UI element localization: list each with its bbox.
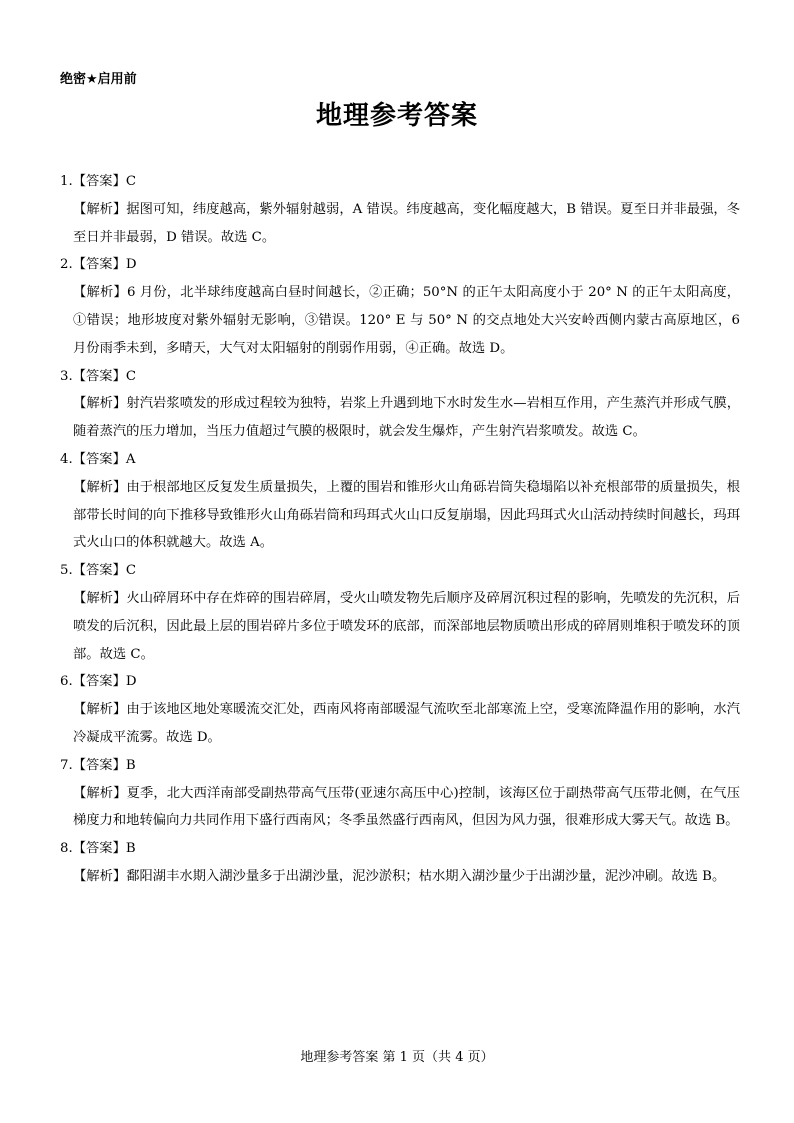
question-item: [60, 251, 740, 362]
question-item: [60, 668, 740, 751]
question-analysis: 【解析】6 月份，北半球纬度越高白昼时间越长，②正确；50°N 的正午太阳高度小于 20° N 的正午太阳高度，①错误；地形坡度对紫外辐射无影响，③错误。120° E 与 50° N 的交点地处大兴安岭西侧内蒙古高原地区，6 月份雨季未到，多晴天，大气对太阳辐射的削弱作用弱，④正确。故选 D。: [73, 285, 740, 356]
question-answer: 6.【答案】D: [60, 674, 137, 690]
question-answer: 4.【答案】A: [60, 451, 136, 467]
question-analysis: 【解析】由于根部地区反复发生质量损失，上覆的围岩和锥形火山角砾岩筒失稳塌陷以补充根部带的质量损失，根部带长时间的向下推移导致锥形火山角砾岩筒和玛珥式火山口反复崩塌，因此玛珥式火山活动持续时间越长，玛珥式火山口的体积就越大。故选 A。: [73, 479, 740, 551]
page-title: 地理参考答案: [315, 101, 478, 131]
question-item: [60, 363, 740, 446]
question-answer: 5.【答案】C: [60, 563, 137, 579]
question-analysis: 【解析】火山碎屑环中存在炸碎的围岩碎屑，受火山喷发物先后顺序及碎屑沉积过程的影响，先喷发的先沉积，后喷发的后沉积，因此最上层的围岩碎片多位于喷发环的底部，而深部地层物质喷出形成的碎屑则堆积于喷发环的顶部。故选 C。: [73, 590, 740, 662]
question-answer: 2.【答案】D: [60, 257, 137, 273]
question-item: [60, 835, 740, 891]
question-analysis: 【解析】由于该地区地处寒暖流交汇处，西南风将南部暖湿气流吹至北部寒流上空，受寒流降温作用的影响，水汽冷凝成平流雾。故选 D。: [73, 702, 740, 745]
question-analysis: 【解析】鄱阳湖丰水期入湖沙量多于出湖沙量，泥沙淤积；枯水期入湖沙量少于出湖沙量，泥沙冲刷。故选 B。: [73, 868, 726, 884]
question-answer: 3.【答案】C: [60, 368, 137, 384]
question-analysis: 【解析】据图可知，纬度越高，紫外辐射越弱，A 错误。纬度越高，变化幅度越大，B 错误。夏至日并非最强，冬至日并非最弱，D 错误。故选 C。: [73, 201, 740, 245]
question-item: [60, 557, 740, 668]
question-item: [60, 446, 740, 557]
question-item: [60, 168, 740, 251]
page-footer: 地理参考答案 第 1 页（共 4 页）: [300, 1050, 494, 1065]
question-answer: 1.【答案】C: [60, 174, 137, 189]
answer-list: [60, 168, 740, 891]
question-analysis: 【解析】射汽岩浆喷发的形成过程较为独特，岩浆上升遇到地下水时发生水—岩相互作用，产生蒸汽并形成气膜，随着蒸汽的压力增加，当压力值超过气膜的极限时，就会发生爆炸，产生射汽岩浆喷发。故选 C。: [73, 396, 740, 440]
question-answer: 7.【答案】B: [60, 757, 136, 773]
question-analysis: 【解析】夏季，北大西洋南部受副热带高气压带(亚速尔高压中心)控制，该海区位于副热带高气压带北侧，在气压梯度力和地转偏向力共同作用下盛行西南风；冬季虽然盛行西南风，但因为风力强，很难形成大雾天气。故选 B。: [73, 785, 740, 829]
question-item: [60, 752, 740, 835]
question-answer: 8.【答案】B: [60, 841, 136, 857]
confidential-label: 绝密★启用前: [60, 72, 137, 87]
